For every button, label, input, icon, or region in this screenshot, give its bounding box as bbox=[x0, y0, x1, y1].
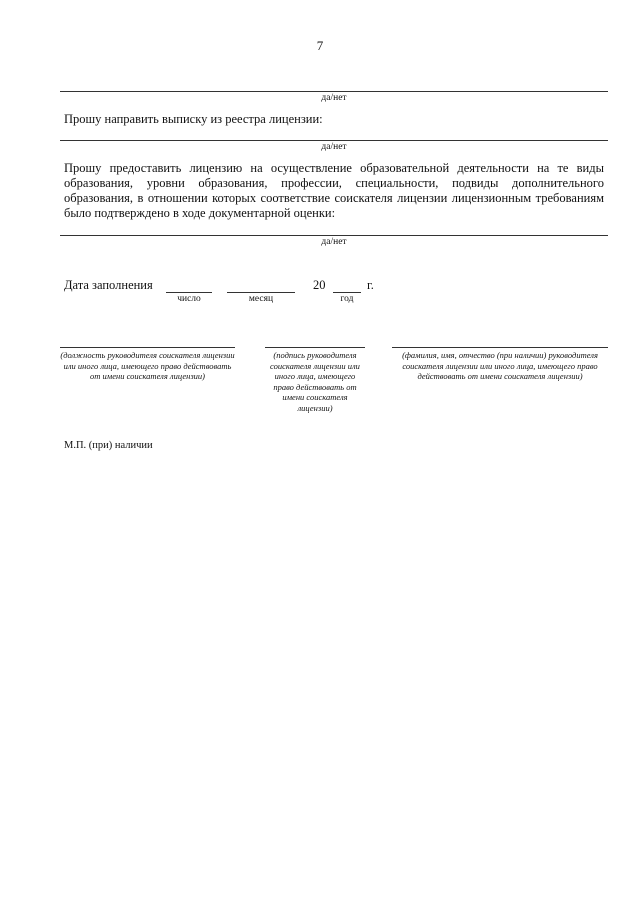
signature-caption: (подпись руководителя соискателя лицензии или иного лица, имеющего право действовать от имени соискателя лицензии) bbox=[270, 350, 360, 413]
stamp-note: М.П. (при) наличии bbox=[64, 440, 153, 451]
name-caption: (фамилия, имя, отчество (при наличии) руководителя соискателя лицензии или иного лица, имеющего право действовать от имени соискателя лицензии) bbox=[402, 350, 598, 381]
yes-no-caption-1: да/нет bbox=[321, 93, 347, 103]
name-field[interactable] bbox=[392, 347, 608, 348]
day-caption: число bbox=[177, 294, 201, 304]
page-number: 7 bbox=[316, 38, 324, 53]
year-suffix: г. bbox=[367, 278, 374, 292]
answer-line-2[interactable] bbox=[60, 140, 608, 141]
date-label: Дата заполнения bbox=[64, 278, 153, 292]
extract-request-text: Прошу направить выписку из реестра лицензии: bbox=[64, 112, 323, 126]
month-field[interactable] bbox=[227, 292, 295, 293]
year-caption: год bbox=[340, 294, 354, 304]
yes-no-caption-3: да/нет bbox=[321, 237, 347, 247]
license-request-text: Прошу предоставить лицензию на осуществление образовательной деятельности на те виды образования, уровни образования, профессии, специальности, подвиды дополнительного образования, в отношении которых соответствие соискателя лицензии лицензионным требованиям было подтверждено в ходе документарной оценки: bbox=[64, 161, 604, 220]
signature-field[interactable] bbox=[265, 347, 365, 348]
day-field[interactable] bbox=[166, 292, 212, 293]
position-caption: (должность руководителя соискателя лицензии или иного лица, имеющего право действовать от имени соискателя лицензии) bbox=[60, 350, 235, 381]
month-caption: месяц bbox=[248, 294, 274, 304]
year-prefix: 20 bbox=[313, 278, 326, 292]
answer-line-1[interactable] bbox=[60, 91, 608, 92]
year-field[interactable] bbox=[333, 292, 361, 293]
answer-line-3[interactable] bbox=[60, 235, 608, 236]
position-field[interactable] bbox=[60, 347, 235, 348]
yes-no-caption-2: да/нет bbox=[321, 142, 347, 152]
